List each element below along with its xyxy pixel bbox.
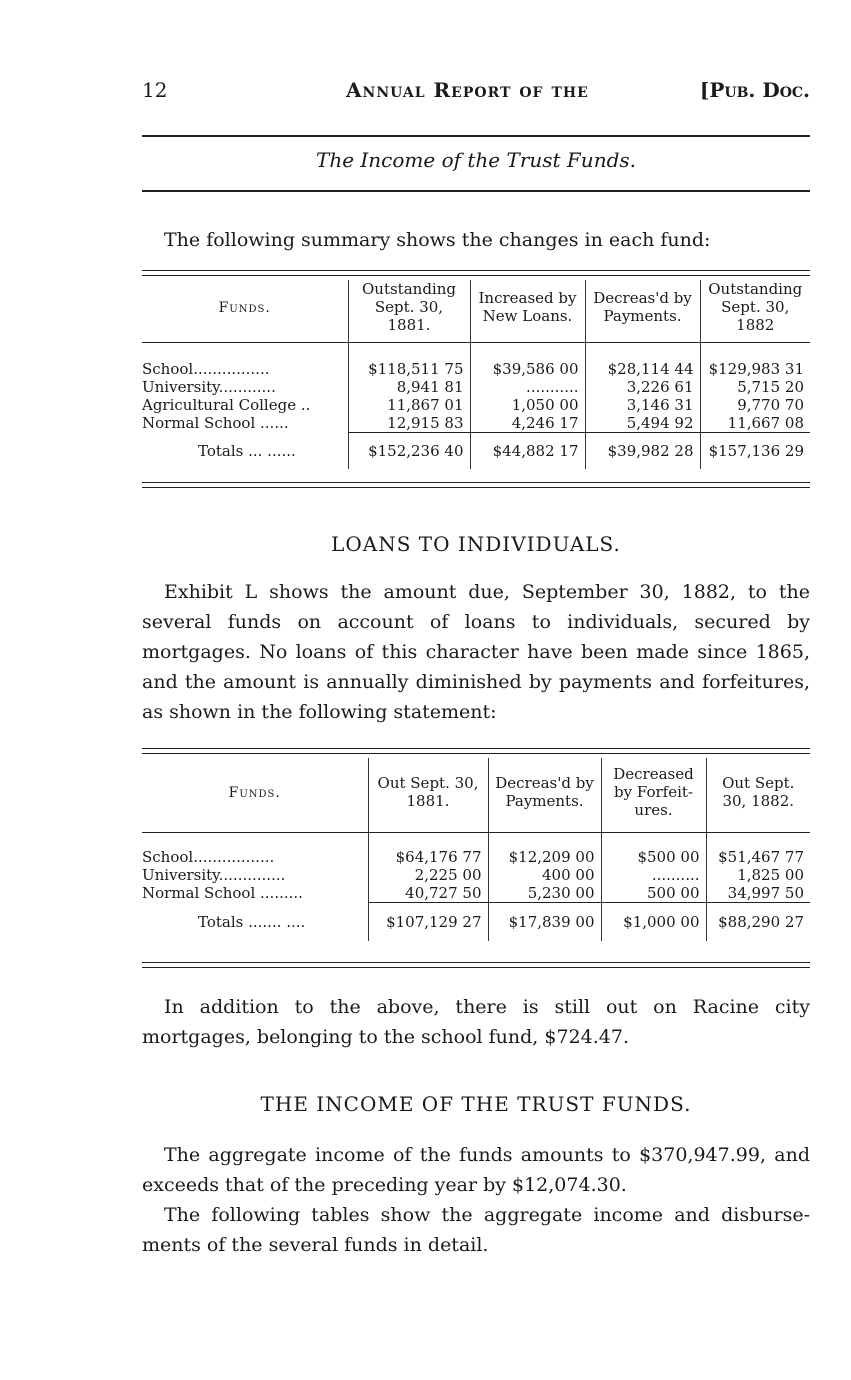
table-row: Normal School ...... 12,915 83 4,246 17 5,494 92 11,667 08: [142, 414, 810, 433]
income-heading: THE INCOME OF THE TRUST FUNDS.: [260, 1092, 692, 1116]
running-title: Annual Report of the: [346, 78, 589, 102]
table2-top-rule: [142, 748, 810, 754]
title-rule: [142, 190, 810, 192]
loans-paragraph: Exhibit L shows the amount due, September 30, 1882, to the several funds on account of loans to individuals, secured by mortgages. No loans of this character have been made since 1865, and the amount is annually diminished by payments and forfeitures, as shown in the following statement:: [142, 581, 810, 723]
table-row: Agricultural College .. 11,867 01 1,050 00 3,146 31 9,770 70: [142, 396, 810, 414]
column-header: Out Sept. 30, 1881.: [368, 758, 488, 826]
column-header: Funds.: [218, 299, 271, 316]
table-header-row: [142, 280, 810, 334]
column-header: Outstanding Sept. 30, 1882: [700, 280, 810, 334]
column-header: Increased by New Loans.: [470, 280, 585, 334]
column-header: Decreas'd by Payments.: [585, 280, 700, 334]
section-title-italic: The Income of the Trust Funds.: [315, 148, 636, 172]
table-row: School................ $118,511 75 $39,586 00 $28,114 44 $129,983 31: [142, 360, 810, 378]
table-row: University.............. 2,225 00 400 00 .......... 1,825 00: [142, 866, 810, 884]
header-rule: [142, 135, 810, 137]
table-row: School................. $64,176 77 $12,209 00 $500 00 $51,467 77: [142, 848, 810, 866]
pub-doc-label: [Pub. Doc.: [699, 78, 810, 102]
racine-paragraph: In addition to the above, there is still out on Racine city mortgages, belonging to the school fund, $724.47.: [142, 996, 810, 1048]
income-paragraph: The aggregate income of the funds amounts to $370,947.99, and exceeds that of the preceding year by $12,074.30. The following tables show the aggregate income and disburse- ments of the several funds in detail.: [142, 1144, 810, 1256]
intro-paragraph: The following summary shows the changes in each fund:: [164, 229, 711, 251]
table1-top-rule: [142, 270, 810, 276]
column-header: Out Sept. 30, 1882.: [706, 758, 810, 826]
column-header: Funds.: [228, 784, 281, 801]
loans-heading: LOANS TO INDIVIDUALS.: [331, 532, 621, 556]
table-row: University............ 8,941 81 ........... 3,226 61 5,715 20: [142, 378, 810, 396]
column-header: Decreas'd by Payments.: [488, 758, 601, 826]
table-row: Normal School ......... 40,727 50 5,230 00 500 00 34,997 50: [142, 884, 810, 903]
running-header: [142, 78, 810, 108]
table1-bottom-rule: [142, 482, 810, 488]
column-header: Outstanding Sept. 30, 1881.: [348, 280, 470, 334]
page-number: 12: [142, 78, 168, 102]
column-header: Decreased by Forfeit-ures.: [601, 758, 706, 826]
table2-bottom-rule: [142, 962, 810, 968]
loans-table: [142, 758, 810, 941]
totals-row: Totals ....... .... $107,129 27 $17,839 00 $1,000 00 $88,290 27: [142, 903, 810, 941]
table-header-row: [142, 758, 810, 826]
funds-summary-table: [142, 280, 810, 469]
totals-row: Totals ... ...... $152,236 40 $44,882 17 $39,982 28 $157,136 29: [142, 433, 810, 469]
